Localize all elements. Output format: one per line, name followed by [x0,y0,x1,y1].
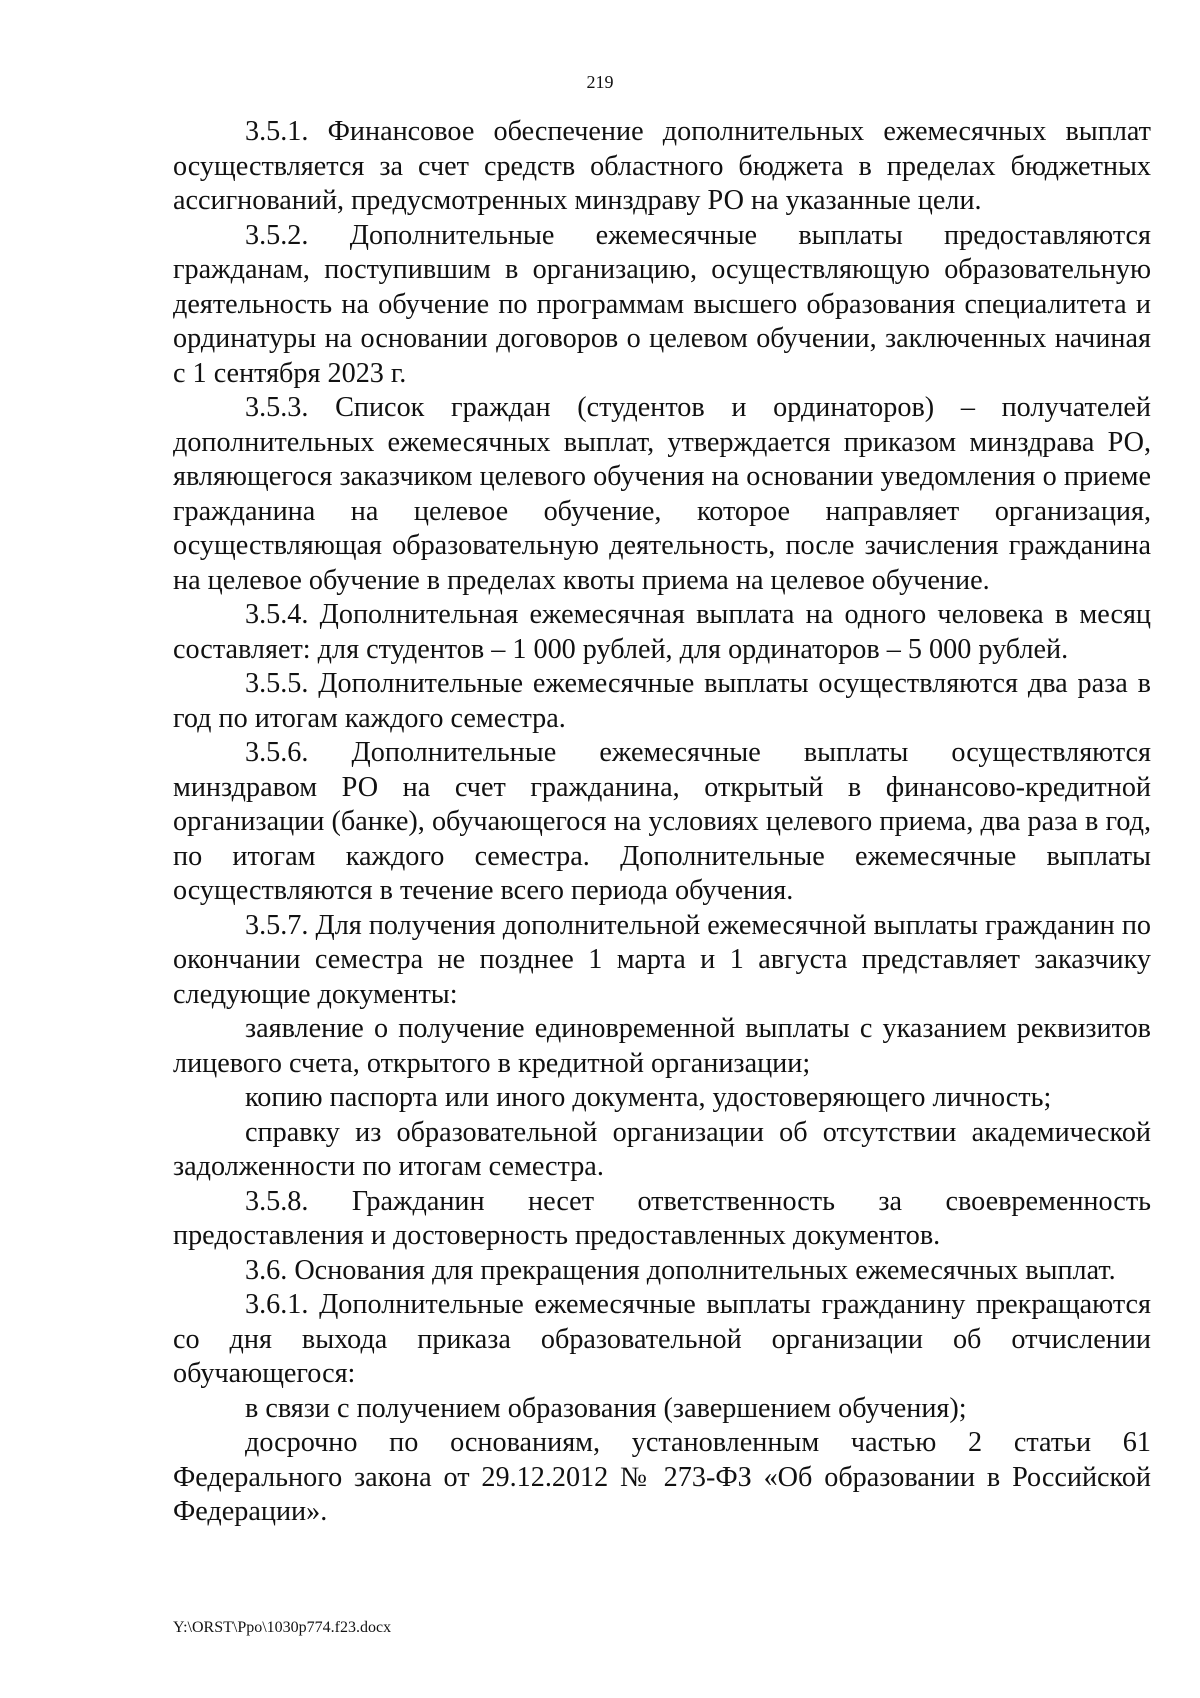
paragraph-3-5-3: 3.5.3. Список граждан (студентов и ординаторов) – получателей дополнительных ежемесячных выплат, утверждается приказом минздрава РО, являющегося заказчиком целевого обучения на основании уведомления о приеме гражданина на целевое обучение, которое направляет организация, осуществляющая образовательную деятельность, после зачисления гражданина на целевое обучение в пределах квоты приема на целевое обучение. [173,392,1151,596]
paragraph-3-5-5: 3.5.5. Дополнительные ежемесячные выплаты осуществляются два раза в год по итогам каждого семестра. [173,668,1151,734]
paragraph-3-5-8: 3.5.8. Гражданин несет ответственность за своевременность предоставления и достоверность предоставленных документов. [173,1185,1151,1251]
termination-item-graduation: в связи с получением образования (завершением обучения); [245,1392,967,1424]
paragraph-3-5-6: 3.5.6. Дополнительные ежемесячные выплаты осуществляются минздравом РО на счет гражданина, открытый в финансово-кредитной организации (банке), обучающегося на условиях целевого приема, два раза в год, по итогам каждого семестра. Дополнительные ежемесячные выплаты осуществляются в течение всего периода обучения. [173,737,1151,906]
document-item-certificate: справку из образовательной организации об отсутствии академической задолженности по итогам семестра. [173,1116,1151,1182]
document-body [173,115,1151,1530]
termination-item-early: досрочно по основаниям, установленным частью 2 статьи 61 Федерального закона от 29.12.2012 № 273-ФЗ «Об образовании в Российской Федерации». [173,1427,1151,1527]
document-item-application: заявление о получение единовременной выплаты с указанием реквизитов лицевого счета, открытого в кредитной организации; [173,1013,1151,1079]
paragraph-3-5-4: 3.5.4. Дополнительная ежемесячная выплата на одного человека в месяц составляет: для студентов – 1 000 рублей, для ординаторов – 5 000 рублей. [173,599,1151,665]
paragraph-3-5-7: 3.5.7. Для получения дополнительной ежемесячной выплаты гражданин по окончании семестра не позднее 1 марта и 1 августа представляет заказчику следующие документы: [173,909,1151,1010]
page-number: 219 [586,72,614,92]
document-item-passport: копию паспорта или иного документа, удостоверяющего личность; [245,1082,1052,1113]
paragraph-3-6: 3.6. Основания для прекращения дополнительных ежемесячных выплат. [245,1254,1116,1286]
paragraph-3-5-2: 3.5.2. Дополнительные ежемесячные выплаты предоставляются гражданам, поступившим в организацию, осуществляющую образовательную деятельность на обучение по программам высшего образования специалитета и ординатуры на основании договоров о целевом обучении, заключенных начиная с 1 сентября 2023 г. [173,219,1151,389]
footer-file-path: Y:\ORST\Ppo\1030p774.f23.docx [173,1619,392,1636]
paragraph-3-6-1: 3.6.1. Дополнительные ежемесячные выплаты гражданину прекращаются со дня выхода приказа образовательной организации об отчислении обучающегося: [173,1289,1151,1389]
paragraph-3-5-1: 3.5.1. Финансовое обеспечение дополнительных ежемесячных выплат осуществляется за счет средств областного бюджета в пределах бюджетных ассигнований, предусмотренных минздраву РО на указанные цели. [173,116,1151,216]
